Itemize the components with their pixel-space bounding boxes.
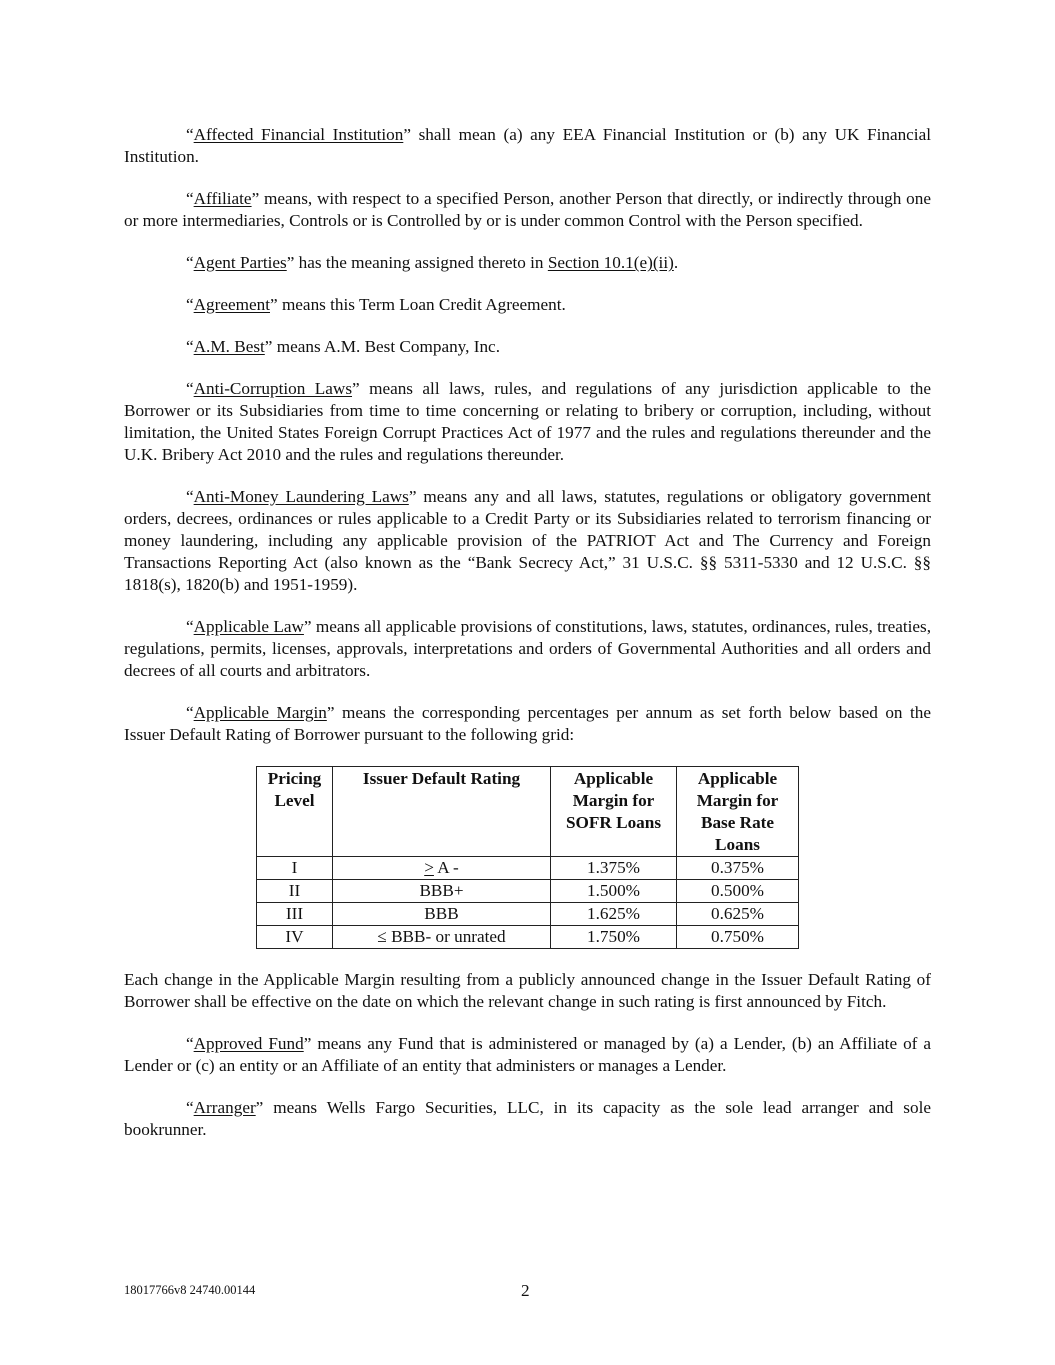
rating-prefix: > <box>424 858 434 877</box>
sofr-margin-cell: 1.500% <box>551 880 677 903</box>
defined-term: Affected Financial Institution <box>193 125 404 144</box>
defined-term: Applicable Law <box>193 617 304 636</box>
base-margin-cell: 0.625% <box>677 903 799 926</box>
defined-term: Applicable Margin <box>193 703 327 722</box>
definition-agreement: “Agreement” means this Term Loan Credit Agreement. <box>186 295 566 314</box>
base-margin-cell: 0.500% <box>677 880 799 903</box>
definition-affected-financial-institution: “Affected Financial Institution” shall mean (a) any EEA Financial Institution or (b) any UK Financial Institution. <box>124 125 931 166</box>
pricing-level-cell: I <box>257 857 333 880</box>
table-row <box>257 926 799 949</box>
sofr-margin-cell: 1.750% <box>551 926 677 949</box>
definition-agent-parties: “Agent Parties” has the meaning assigned thereto in Section 10.1(e)(ii). <box>186 253 679 272</box>
definition-arranger: “Arranger” means Wells Fargo Securities, LLC, in its capacity as the sole lead arranger and sole bookrunner. <box>124 1098 931 1139</box>
defined-term: Arranger <box>193 1098 256 1117</box>
definition-applicable-margin: “Applicable Margin” means the corresponding percentages per annum as set forth below based on the Issuer Default Rating of Borrower pursuant to the following grid: <box>124 703 931 744</box>
defined-term: Agreement <box>193 295 270 314</box>
defined-term: Affiliate <box>193 189 252 208</box>
rating-cell: BBB <box>333 903 551 926</box>
definition-affiliate: “Affiliate” means, with respect to a specified Person, another Person that directly, or indirectly through one or more intermediaries, Controls or is Controlled by or is under common Control with the Person specified. <box>124 189 931 230</box>
pricing-level-cell: IV <box>257 926 333 949</box>
definition-am-best: “A.M. Best” means A.M. Best Company, Inc. <box>186 337 500 356</box>
header-issuer-default-rating: Issuer Default Rating <box>333 767 551 857</box>
defined-term: Agent Parties <box>193 253 287 272</box>
header-pricing-level: Pricing Level <box>257 767 333 857</box>
rating-cell: > A - <box>333 857 551 880</box>
header-margin-base-rate: Applicable Margin for Base Rate Loans <box>677 767 799 857</box>
document-id: 18017766v8 24740.00144 <box>124 1283 256 1297</box>
definition-approved-fund: “Approved Fund” means any Fund that is administered or managed by (a) a Lender, (b) an Affiliate of a Lender or (c) an entity or an Affiliate of an entity that administers or manages a Lender. <box>124 1034 932 1075</box>
defined-term: A.M. Best <box>193 337 265 356</box>
sofr-margin-cell: 1.375% <box>551 857 677 880</box>
table-row <box>257 880 799 903</box>
document-body <box>124 124 931 1161</box>
table-row <box>257 903 799 926</box>
defined-term: Approved Fund <box>193 1034 304 1053</box>
defined-term: Anti-Money Laundering Laws <box>193 487 409 506</box>
margin-change-paragraph: Each change in the Applicable Margin resulting from a publicly announced change in the Issuer Default Rating of Borrower shall be effective on the date on which the relevant change in such rating is first announced by Fitch. <box>124 970 931 1011</box>
header-margin-sofr: Applicable Margin for SOFR Loans <box>551 767 677 857</box>
base-margin-cell: 0.750% <box>677 926 799 949</box>
grid-header-row <box>257 767 799 857</box>
definition-anti-money-laundering-laws: “Anti-Money Laundering Laws” means any and all laws, statutes, regulations or obligatory government orders, decrees, ordinances or rules applicable to a Credit Party or its Subsidiaries related to terrorism financing or money laundering, including any applicable provision of the PATRIOT Act and The Currency and Foreign Transactions Reporting Act (also known as the “Bank Secrecy Act,” 31 U.S.C. §§ 5311-5330 and 12 U.S.C. §§ 1818(s), 1820(b) and 1951-1959). <box>124 487 931 594</box>
pricing-level-cell: III <box>257 903 333 926</box>
base-margin-cell: 0.375% <box>677 857 799 880</box>
table-row <box>257 857 799 880</box>
sofr-margin-cell: 1.625% <box>551 903 677 926</box>
applicable-margin-grid <box>256 766 799 949</box>
definition-applicable-law: “Applicable Law” means all applicable provisions of constitutions, laws, statutes, ordinances, rules, treaties, regulations, permits, licenses, approvals, interpretations and orders of Governmental Authorities and all orders and decrees of all courts and arbitrators. <box>124 617 931 680</box>
page-number: 2 <box>521 1281 530 1300</box>
rating-cell: BBB+ <box>333 880 551 903</box>
definition-anti-corruption-laws: “Anti-Corruption Laws” means all laws, rules, and regulations of any jurisdiction applicable to the Borrower or its Subsidiaries from time to time concerning or relating to bribery or corruption, including, without limitation, the United States Foreign Corrupt Practices Act of 1977 and the rules and regulations thereunder and the U.K. Bribery Act 2010 and the rules and regulations thereunder. <box>124 379 931 464</box>
rating-cell: ≤ BBB- or unrated <box>333 926 551 949</box>
pricing-level-cell: II <box>257 880 333 903</box>
section-reference: Section 10.1(e)(ii) <box>547 253 674 272</box>
defined-term: Anti-Corruption Laws <box>193 379 353 398</box>
